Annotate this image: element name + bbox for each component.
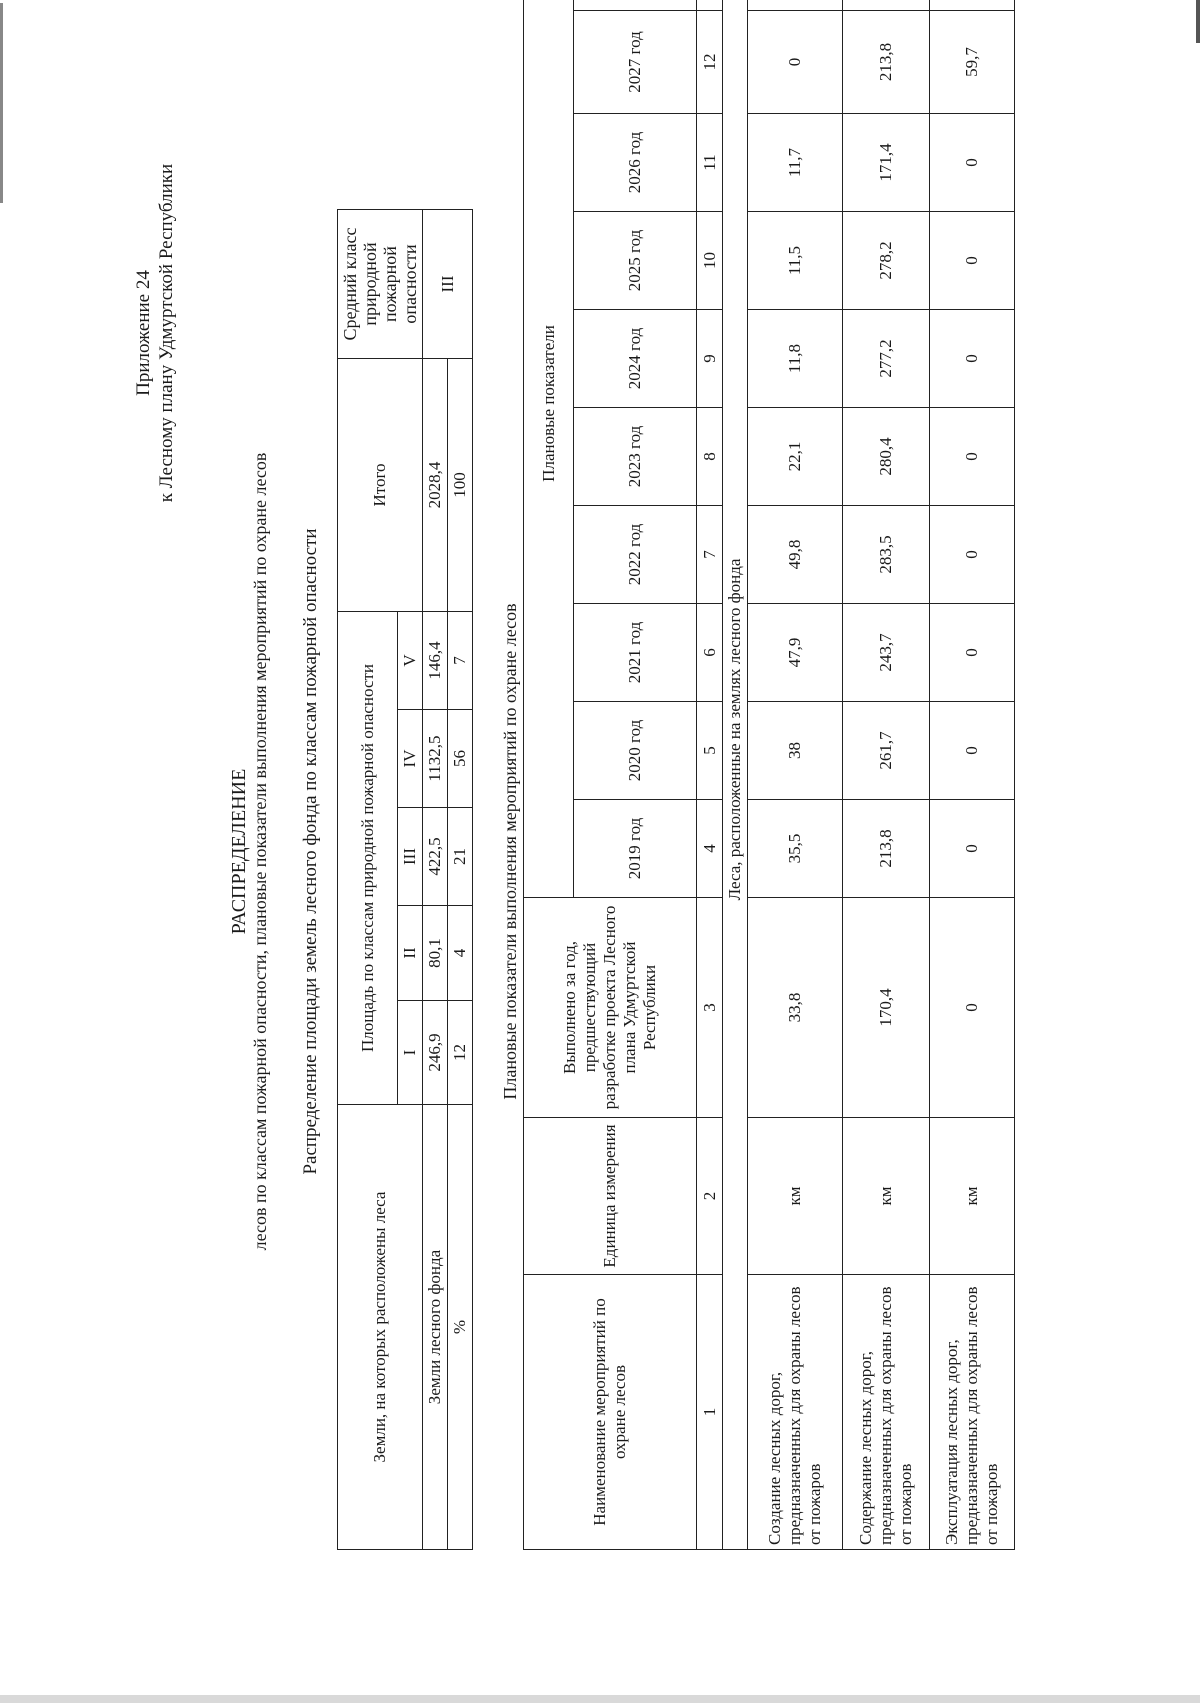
- appendix-reference: к Лесному плану Удмуртской Республики: [156, 163, 177, 503]
- cell-value: 35,5: [748, 800, 843, 898]
- cell-value: 246,9: [423, 1001, 448, 1105]
- year-header: 2021 год: [574, 604, 697, 702]
- cell-total: 2028,4: [423, 359, 448, 612]
- cell-value: 213,8: [843, 11, 930, 114]
- cell-value: 0: [930, 702, 1015, 800]
- column-number: [697, 0, 723, 11]
- table-row: [930, 0, 1015, 1550]
- column-number: 3: [697, 898, 723, 1118]
- scan-edge-bottom: [1196, 0, 1200, 43]
- year-header: 2027 год: [574, 11, 697, 114]
- cell-value: 56: [448, 710, 473, 808]
- col-name-header: Наименование мероприятий по охране лесов: [524, 1275, 697, 1550]
- class-header: V: [398, 612, 423, 710]
- activity-name: Создание лесных дорог, предназначенных для охраны лесов от пожаров: [748, 1275, 843, 1550]
- fire-class-table: [337, 209, 473, 1550]
- cell-unit: км: [930, 1118, 1015, 1275]
- cell-value: 11,5: [748, 212, 843, 310]
- table-row: [423, 210, 448, 1550]
- cell-value: 0: [930, 506, 1015, 604]
- year-header: 2022 год: [574, 506, 697, 604]
- col-done-header: Выполнено за год, предшествующий разработке проекта Лесного плана Удмуртской Республики: [524, 898, 697, 1118]
- cell-value: 1132,5: [423, 710, 448, 808]
- table-row: [843, 0, 930, 1550]
- table-row: [748, 0, 843, 1550]
- table-row: [448, 210, 473, 1550]
- cell-value: 213,8: [843, 800, 930, 898]
- section-row: Леса, расположенные на землях лесного фонда: [723, 0, 748, 1550]
- cell-total: 100: [448, 359, 473, 612]
- class-header: IV: [398, 710, 423, 808]
- cell-value: [930, 0, 1015, 11]
- page-title: РАСПРЕДЕЛЕНИЕ: [228, 768, 250, 935]
- column-number: 12: [697, 11, 723, 114]
- cell-value: 0: [930, 212, 1015, 310]
- cell-value: 146,4: [423, 612, 448, 710]
- column-number: 1: [697, 1275, 723, 1550]
- cell-done: 170,4: [843, 898, 930, 1118]
- scan-edge-left: [0, 1695, 1200, 1703]
- cell-value: 21: [448, 808, 473, 906]
- cell-value: 0: [930, 114, 1015, 212]
- column-number: 9: [697, 310, 723, 408]
- cell-value: [843, 0, 930, 11]
- class-header: III: [398, 808, 423, 906]
- cell-value: 49,8: [748, 506, 843, 604]
- cell-value: 280,4: [843, 408, 930, 506]
- cell-done: 33,8: [748, 898, 843, 1118]
- cell-value: 59,7: [930, 11, 1015, 114]
- appendix-number: Приложение 24: [133, 270, 154, 396]
- column-numbers-row: [697, 0, 723, 1550]
- class-header: I: [398, 1001, 423, 1105]
- cell-value: 422,5: [423, 808, 448, 906]
- col-lands-header: Земли, на которых расположены леса: [338, 1105, 423, 1550]
- plan-indicators-table: [523, 0, 1015, 1550]
- year-header: 2020 год: [574, 702, 697, 800]
- year-header: 2019 год: [574, 800, 697, 898]
- cell-value: 277,2: [843, 310, 930, 408]
- cell-done: 0: [930, 898, 1015, 1118]
- column-number: 5: [697, 702, 723, 800]
- cell-value: 171,4: [843, 114, 930, 212]
- cell-value: 4: [448, 906, 473, 1001]
- cell-unit: км: [843, 1118, 930, 1275]
- appendix-header: [132, 123, 178, 543]
- cell-value: 38: [748, 702, 843, 800]
- column-number: 11: [697, 114, 723, 212]
- col-unit-header: Единица измерения: [524, 1118, 697, 1275]
- cell-value: [748, 0, 843, 11]
- column-number: 6: [697, 604, 723, 702]
- cell-value: 11,7: [748, 114, 843, 212]
- col-area-header: Площадь по классам природной пожарной опасности: [338, 612, 398, 1105]
- cell-value: 0: [930, 800, 1015, 898]
- table1-caption: Распределение площади земель лесного фонда по классам пожарной опасности: [300, 528, 321, 1175]
- col-total-header: Итого: [338, 359, 423, 612]
- cell-value: 243,7: [843, 604, 930, 702]
- activity-name: Эксплуатация лесных дорог, предназначенных для охраны лесов от пожаров: [930, 1275, 1015, 1550]
- cell-value: 261,7: [843, 702, 930, 800]
- column-number: 7: [697, 506, 723, 604]
- column-number: 2: [697, 1118, 723, 1275]
- cell-value: 22,1: [748, 408, 843, 506]
- row-label: Земли лесного фонда: [423, 1105, 448, 1550]
- cell-value: 47,9: [748, 604, 843, 702]
- year-header: 2025 год: [574, 212, 697, 310]
- table2-caption: Плановые показатели выполнения мероприятий по охране лесов: [500, 603, 520, 1100]
- scan-edge-top: [0, 3, 3, 203]
- cell-value: 12: [448, 1001, 473, 1105]
- year-header: [574, 0, 697, 11]
- class-header: II: [398, 906, 423, 1001]
- cell-avg: III: [423, 210, 473, 359]
- column-number: 10: [697, 212, 723, 310]
- year-header: 2023 год: [574, 408, 697, 506]
- row-label: %: [448, 1105, 473, 1550]
- cell-value: 0: [930, 310, 1015, 408]
- col-plan-header: Плановые показатели: [524, 0, 574, 898]
- cell-unit: км: [748, 1118, 843, 1275]
- cell-value: 0: [930, 604, 1015, 702]
- cell-value: 278,2: [843, 212, 930, 310]
- cell-value: 0: [748, 11, 843, 114]
- cell-value: 7: [448, 612, 473, 710]
- activity-name: Содержание лесных дорог, предназначенных для охраны лесов от пожаров: [843, 1275, 930, 1550]
- cell-value: 0: [930, 408, 1015, 506]
- cell-value: 11,8: [748, 310, 843, 408]
- cell-value: 80,1: [423, 906, 448, 1001]
- year-header: 2024 год: [574, 310, 697, 408]
- column-number: 4: [697, 800, 723, 898]
- col-avg-header: Средний класс природной пожарной опасности: [338, 210, 423, 359]
- year-header: 2026 год: [574, 114, 697, 212]
- column-number: 8: [697, 408, 723, 506]
- page-subtitle: лесов по классам пожарной опасности, плановые показатели выполнения мероприятий по охране лесов: [250, 452, 270, 1251]
- cell-value: 283,5: [843, 506, 930, 604]
